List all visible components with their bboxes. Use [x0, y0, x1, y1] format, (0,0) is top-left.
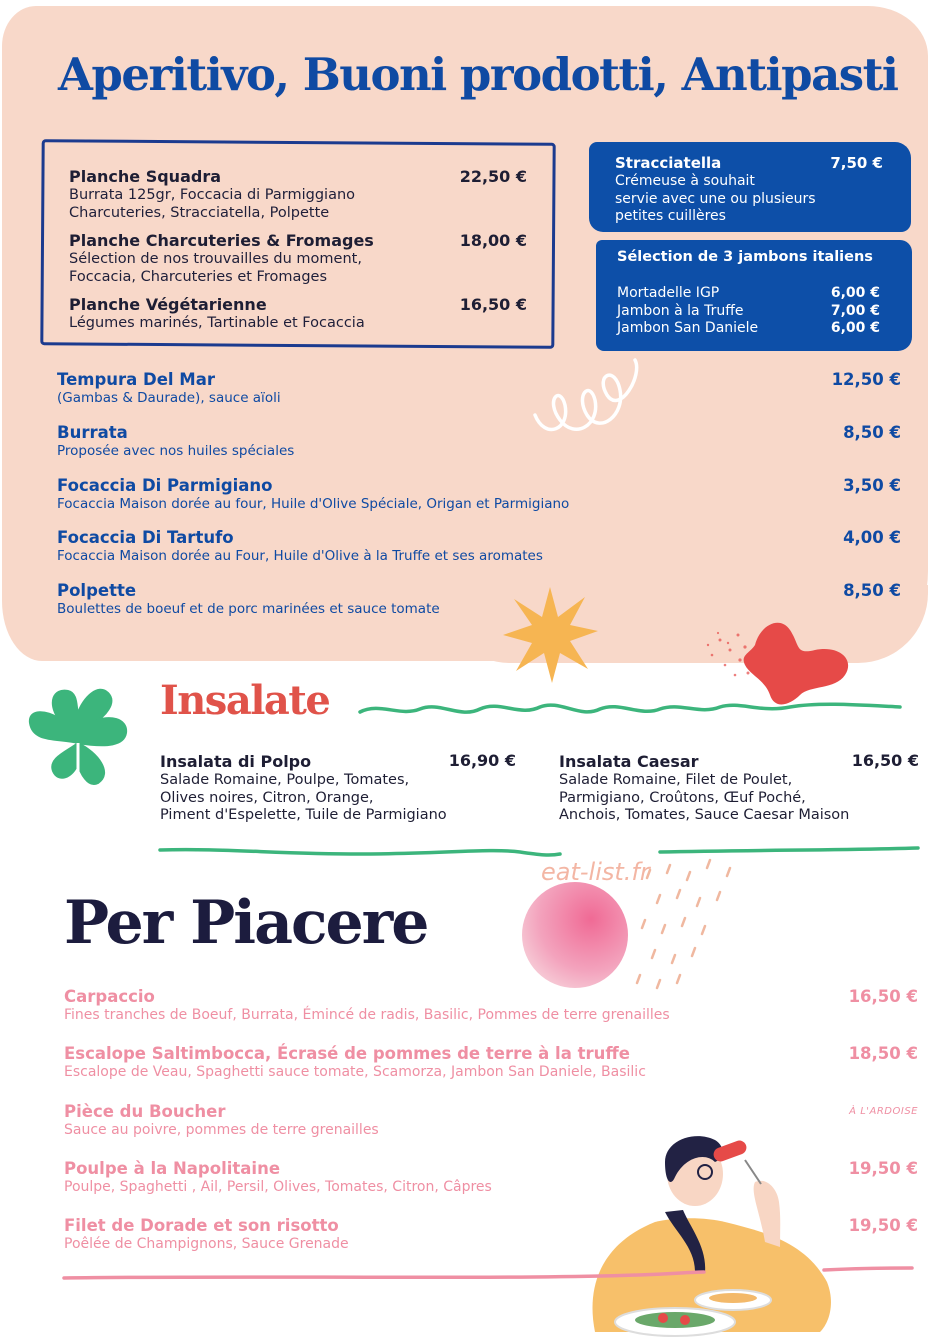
- jambon-name: Mortadelle IGP: [617, 285, 720, 301]
- stracciatella-box: [589, 142, 911, 232]
- item-name: Carpaccio: [64, 987, 155, 1006]
- item-name: Focaccia Di Tartufo: [57, 528, 234, 547]
- item-desc: Parmigiano, Croûtons, Œuf Poché,: [559, 789, 806, 806]
- item-desc: Burrata 125gr, Foccacia di Parmiggiano: [69, 187, 356, 203]
- item-name: Planche Végétarienne: [69, 295, 267, 314]
- item-name: Stracciatella: [615, 154, 722, 172]
- pink-divider: [64, 1262, 914, 1286]
- jambon-row: [617, 320, 880, 338]
- jambons-box: [596, 240, 912, 351]
- item-desc: Piment d'Espelette, Tuile de Parmigiano: [160, 807, 447, 823]
- jambons-list: [617, 285, 880, 338]
- sun-decoration: [500, 585, 600, 685]
- item-price: 16,50 €: [848, 987, 918, 1006]
- item-name: Insalata di Polpo: [160, 752, 312, 771]
- item-desc: Sauce au poivre, pommes de terre grenailles: [64, 1122, 379, 1138]
- planche-item: [69, 232, 539, 286]
- item-desc: Poulpe, Spaghetti , Ail, Persil, Olives, Tomates, Citron, Câpres: [64, 1179, 492, 1195]
- item-name: Pièce du Boucher: [64, 1102, 226, 1121]
- per-piacere-item: [64, 987, 918, 1025]
- item-desc: Sélection de nos trouvailles du moment,: [69, 251, 362, 267]
- item-price: 3,50 €: [843, 476, 901, 495]
- item-desc: (Gambas & Daurade), sauce aïoli: [57, 390, 281, 406]
- item-price-note: À L'ARDOISE: [849, 1106, 918, 1117]
- antipasti-item: [57, 528, 901, 565]
- item-price: 16,50 €: [851, 751, 919, 770]
- item-name: Polpette: [57, 581, 137, 600]
- item-desc: Charcuteries, Stracciatella, Polpette: [69, 205, 330, 221]
- item-desc: Poêlée de Champignons, Sauce Grenade: [64, 1236, 349, 1252]
- jambon-price: 6,00 €: [830, 320, 880, 336]
- item-desc: Foccacia, Charcuteries et Fromages: [69, 269, 328, 285]
- item-price: 22,50 €: [459, 167, 527, 186]
- antipasti-item: [57, 370, 901, 407]
- jambon-name: Jambon San Daniele: [617, 320, 759, 336]
- jambons-title: Sélection de 3 jambons italiens: [617, 249, 873, 265]
- item-desc: Salade Romaine, Filet de Poulet,: [559, 772, 793, 788]
- desc-line: petites cuillères: [615, 208, 726, 224]
- item-desc: Boulettes de boeuf et de porc marinées et sauce tomate: [57, 601, 440, 617]
- insalata-item: [559, 752, 919, 825]
- item-name: Filet de Dorade et son risotto: [64, 1216, 339, 1235]
- antipasti-item: [57, 423, 901, 460]
- jambon-row: [617, 285, 880, 303]
- item-desc: Proposée avec nos huiles spéciales: [57, 443, 295, 459]
- item-name: Planche Charcuteries & Fromages: [69, 231, 374, 250]
- item-desc: Olives noires, Citron, Orange,: [160, 789, 374, 806]
- watermark: eat-list.fr: [541, 858, 650, 886]
- item-price: 12,50 €: [831, 370, 901, 389]
- wavy-divider: [360, 697, 905, 722]
- item-price: 8,50 €: [843, 581, 901, 600]
- item-price: 4,00 €: [843, 528, 901, 547]
- item-name: Poulpe à la Napolitaine: [64, 1159, 281, 1178]
- per-piacere-item: [64, 1044, 918, 1082]
- eating-person-illustration: [565, 1132, 835, 1340]
- item-price: 19,50 €: [848, 1159, 918, 1178]
- item-desc: Légumes marinés, Tartinable et Focaccia: [69, 315, 365, 331]
- item-price: 19,50 €: [848, 1216, 918, 1235]
- section-title-insalate: Insalate: [160, 677, 330, 724]
- item-name: Insalata Caesar: [559, 752, 699, 771]
- item-price: 18,00 €: [459, 231, 527, 250]
- item-desc: Escalope de Veau, Spaghetti sauce tomate, Scamorza, Jambon San Daniele, Basilic: [64, 1064, 646, 1080]
- insalata-item: [160, 752, 516, 825]
- item-price: 16,90 €: [448, 751, 516, 770]
- item-desc: [615, 173, 816, 226]
- item-desc: Anchois, Tomates, Sauce Caesar Maison: [559, 807, 850, 823]
- item-name: Tempura Del Mar: [57, 370, 215, 389]
- item-desc: Focaccia Maison dorée au Four, Huile d'Olive à la Truffe et ses aromates: [57, 548, 543, 564]
- section-title-per-piacere: Per Piacere: [64, 888, 428, 958]
- item-desc: Fines tranches de Boeuf, Burrata, Émincé de radis, Basilic, Pommes de terre grenailles: [64, 1007, 670, 1023]
- item-desc: Salade Romaine, Poulpe, Tomates,: [160, 772, 410, 788]
- item-name: Burrata: [57, 423, 128, 442]
- jambon-row: [617, 303, 880, 321]
- item-price: 7,50 €: [830, 154, 883, 172]
- item-price: 18,50 €: [848, 1044, 918, 1063]
- jambon-name: Jambon à la Truffe: [617, 302, 744, 319]
- item-name: Focaccia Di Parmigiano: [57, 476, 273, 495]
- item-price: 8,50 €: [843, 423, 901, 442]
- jambon-price: 7,00 €: [830, 302, 880, 319]
- item-name: Escalope Saltimbocca, Écrasé de pommes de terre à la truffe: [64, 1044, 630, 1063]
- desc-line: Crémeuse à souhait: [615, 173, 755, 189]
- planche-item: [69, 168, 539, 222]
- planche-item: [69, 296, 539, 332]
- jambon-price: 6,00 €: [830, 285, 880, 301]
- item-desc: Focaccia Maison dorée au four, Huile d'Olive Spéciale, Origan et Parmigiano: [57, 496, 570, 512]
- desc-line: servie avec une ou plusieurs: [615, 190, 816, 207]
- item-name: Planche Squadra: [69, 167, 221, 186]
- antipasti-item: [57, 476, 901, 513]
- leaf-decoration: [28, 683, 138, 813]
- item-price: 16,50 €: [459, 295, 527, 314]
- section-title-aperitivo: Aperitivo, Buoni prodotti, Antipasti: [58, 48, 898, 101]
